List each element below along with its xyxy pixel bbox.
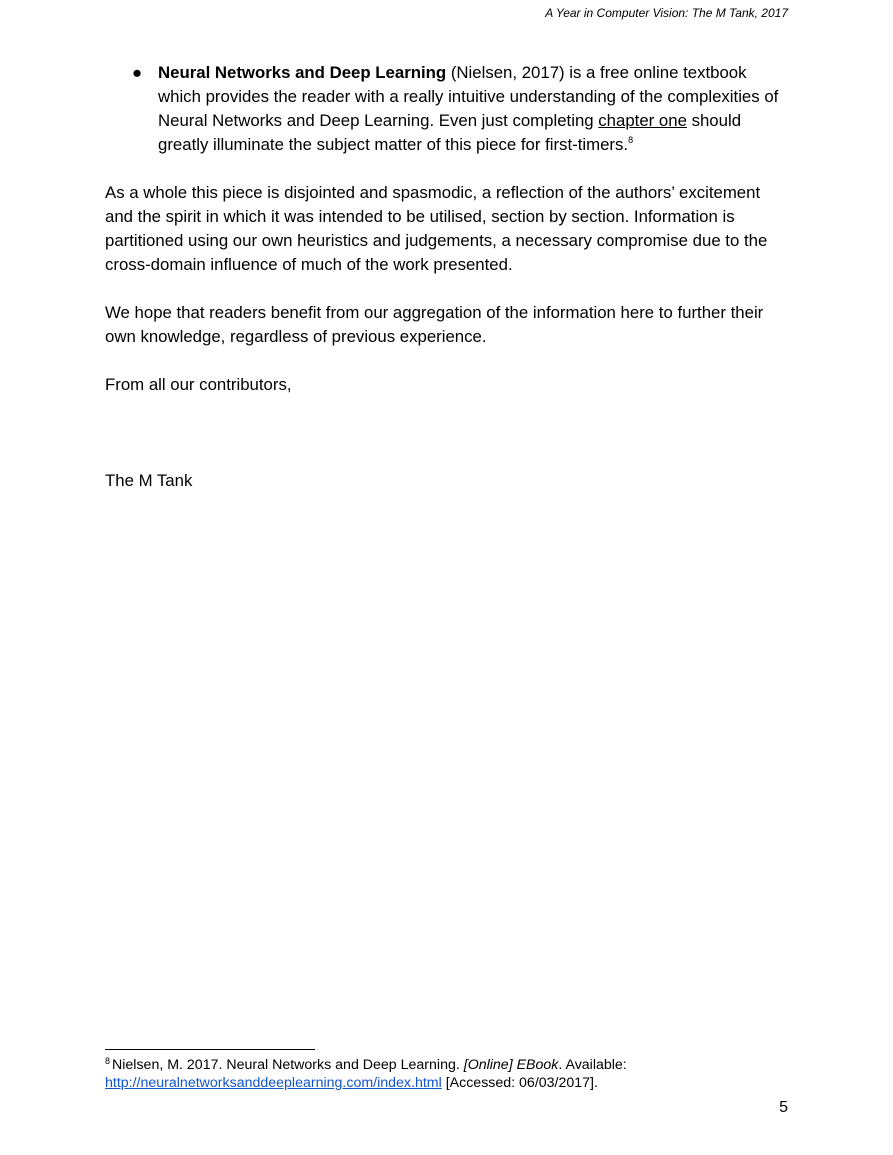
footnote-url-link[interactable]: http://neuralnetworksanddeeplearning.com/index.html <box>105 1075 442 1091</box>
footnote-accessed: [Accessed: 06/03/2017]. <box>441 1075 598 1091</box>
signature: The M Tank <box>105 471 193 490</box>
chapter-one-link[interactable]: chapter one <box>598 111 687 130</box>
paragraph-hope: We hope that readers benefit from our aggregation of the information here to further their own knowledge, regardless of previous experience. <box>105 303 764 346</box>
footnote-number: 8 <box>105 1056 111 1066</box>
footnote-format: [Online] EBook <box>463 1057 559 1073</box>
paragraph-overview: As a whole this piece is disjointed and spasmodic, a reflection of the authors’ excitement and the spirit in which it was intended to be utilised, section by section. Information is partitioned using our own heuristics and judgements, a necessary compromise due to the cross-domain influence of much of the work presented. <box>105 183 768 274</box>
footnote-reference[interactable]: 8 <box>628 135 634 145</box>
reading-list <box>105 61 789 157</box>
footnote-available: . Available: <box>558 1057 627 1073</box>
paragraph-closing: From all our contributors, <box>105 375 292 394</box>
resource-title: Neural Networks and Deep Learning <box>158 63 447 82</box>
resource-description: (Nielsen, 2017) is a free online textbook which provides the reader with a really intuitive understanding of the complexities of Neural Networks and Deep Learning. Even just completing <box>158 63 779 130</box>
bullet-marker: ● <box>132 63 143 82</box>
running-header: A Year in Computer Vision: The M Tank, 2017 <box>545 6 788 20</box>
page-number: 5 <box>779 1099 788 1116</box>
page-body <box>105 61 789 493</box>
footnote-divider <box>105 1049 315 1050</box>
footnote-citation: Nielsen, M. 2017. Neural Networks and Deep Learning. <box>112 1057 464 1073</box>
list-item <box>105 61 789 157</box>
footnote <box>105 1056 789 1092</box>
resource-description-end: should greatly illuminate the subject matter of this piece for first-timers. <box>158 111 742 154</box>
